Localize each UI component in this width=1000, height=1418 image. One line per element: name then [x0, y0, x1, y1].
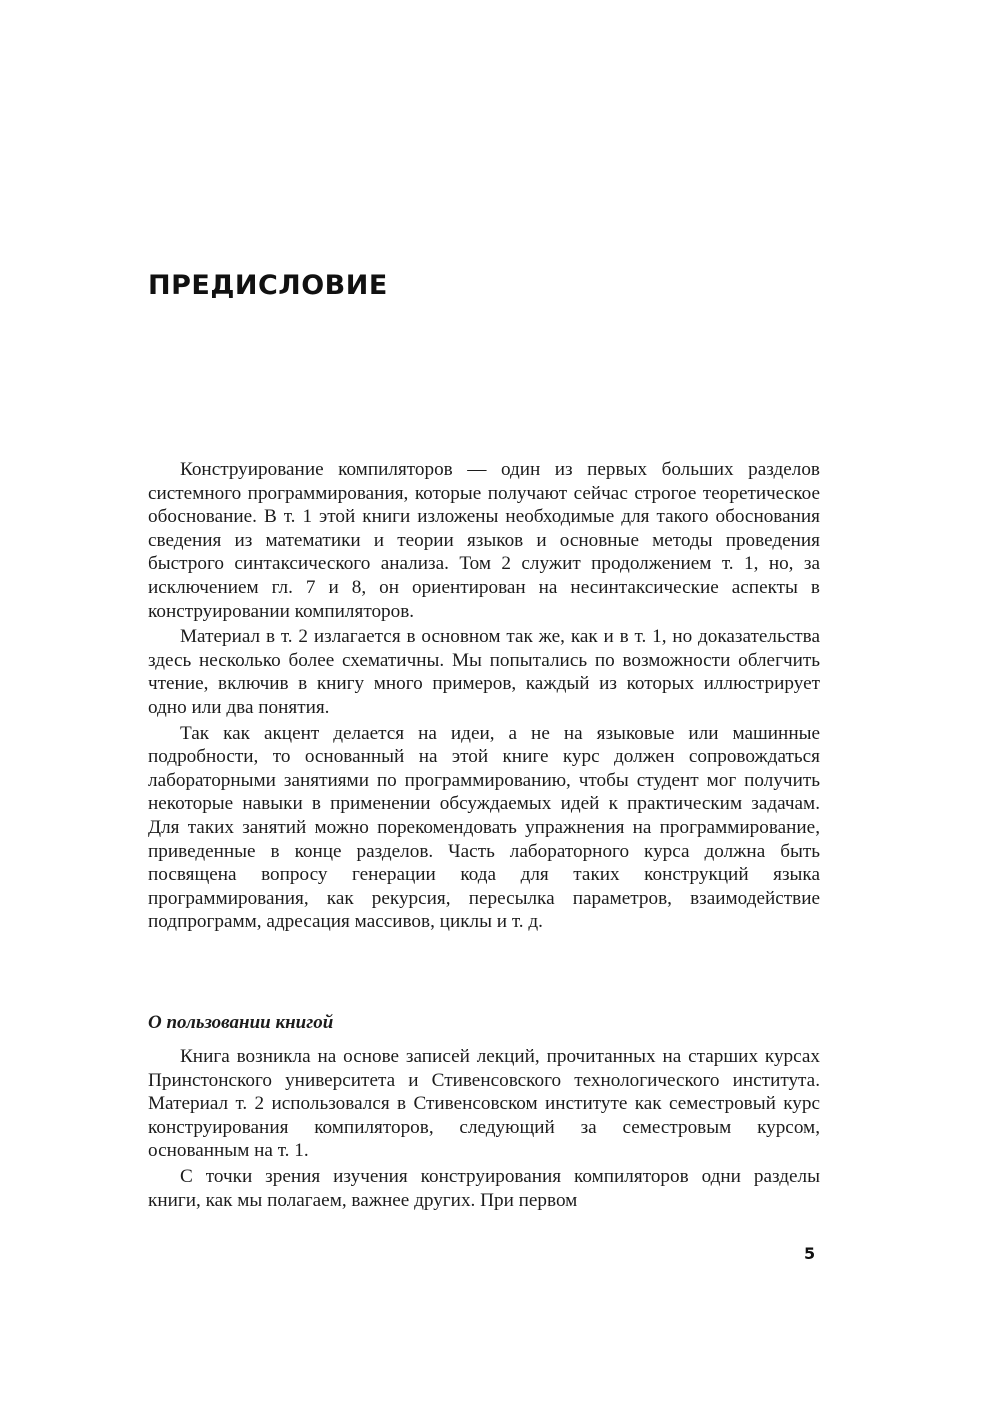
page-number: 5: [804, 1244, 816, 1263]
preface-body: [148, 458, 820, 934]
section-body: [148, 1045, 820, 1212]
paragraph: Конструирование компиляторов — один из первых больших разделов системного программирования, которые получают сейчас строгое теоретическое обоснование. В т. 1 этой книги изложены необходимые для такого обоснования сведения из математики и теории языков и основные методы проведения быстрого синтаксического анализа. Том 2 служит продолжением т. 1, но, за исключением гл. 7 и 8, он ориентирован на несинтаксические аспекты в конструировании компиляторов.: [148, 459, 820, 622]
paragraph: Так как акцент делается на идеи, а не на языковые или машинные подробности, то основанный на этой книге курс должен сопровождаться лабораторными занятиями по программированию, чтобы студент мог получить некоторые навыки в применении обсуждаемых идей к практическим задачам. Для таких занятий можно порекомендовать упражнения на программирование, приведенные в конце разделов. Часть лабораторного курса должна быть посвящена вопросу генерации кода для таких конструкций языка программирования, как рекурсия, пересылка параметров, взаимодействие подпрограмм, адресация массивов, циклы и т. д.: [148, 722, 820, 933]
paragraph: Материал в т. 2 излагается в основном так же, как и в т. 1, но доказательства здесь несколько более схематичны. Мы попытались по возможности облегчить чтение, включив в книгу много примеров, каждый из которых иллюстрирует одно или два понятия.: [148, 626, 820, 718]
paragraph: С точки зрения изучения конструирования компиляторов одни разделы книги, как мы полагаем, важнее других. При первом: [148, 1165, 820, 1211]
section-heading: О пользовании книгой: [148, 1012, 334, 1033]
page-title: ПРЕДИСЛОВИЕ: [148, 270, 388, 301]
paragraph: Книга возникла на основе записей лекций, прочитанных на старших курсах Принстонского университета и Стивенсовского технологического института. Материал т. 2 использовался в Стивенсовском институте как семестровый курс конструирования компиляторов, следующий за семестровым курсом, основанным на т. 1.: [148, 1046, 820, 1162]
